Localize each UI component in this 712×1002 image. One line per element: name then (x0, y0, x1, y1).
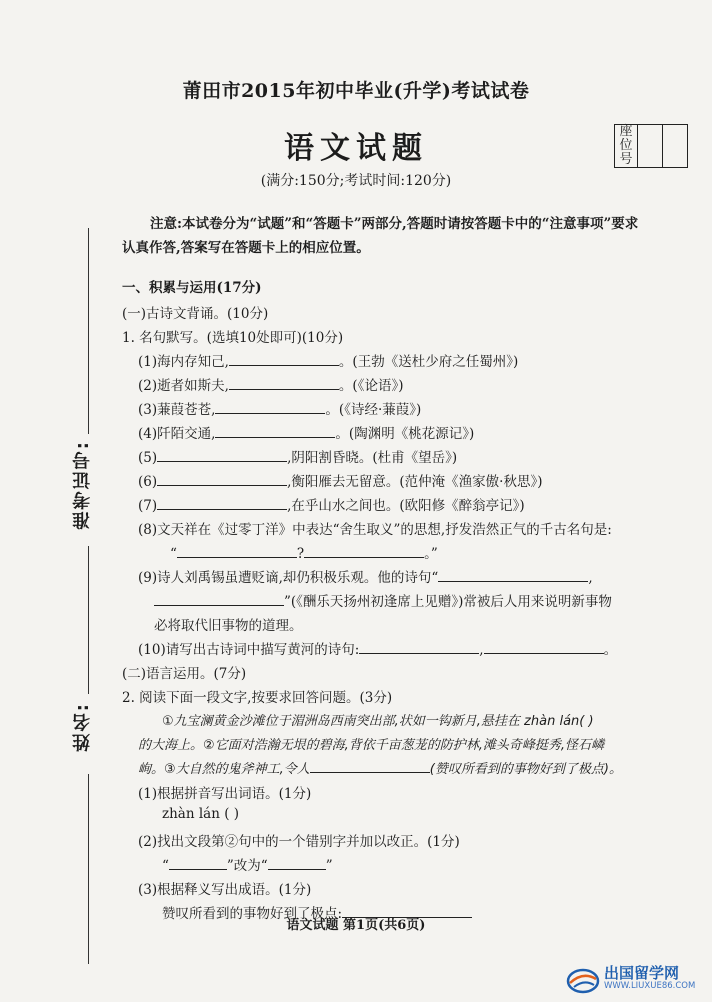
watermark-brand: 出国留学网 (604, 964, 680, 982)
seat-label: 座 位 号 (615, 125, 638, 167)
sub-question: (2)找出文段第②句中的一个错别字并加以改正。(1分) (138, 834, 460, 850)
reading-passage: 的大海上。②它面对浩瀚无垠的碧海,背依千亩葱茏的防护林,滩头奇峰挺秀,怪石嶙 (138, 738, 605, 753)
notice (122, 212, 682, 260)
sub-question: (1)根据拼音写出词语。(1分) (138, 786, 312, 802)
answer-blank[interactable] (215, 423, 335, 438)
sub-question: (3)根据释义写出成语。(1分) (138, 882, 312, 898)
recitation-item: (2)逝者如斯夫, 。(《论语》) (138, 374, 403, 394)
recitation-item-8-answer: “ ? 。” (170, 542, 438, 562)
section-heading: 一、积累与运用(17分) (122, 280, 262, 296)
answer-blank[interactable] (359, 639, 479, 654)
reading-passage: ①九宝澜黄金沙滩位于湄洲岛西南突出部,状如一钩新月,悬挂在 zhàn lán( ) (162, 714, 594, 729)
notice-line: 注意:本试卷分为“试题”和“答题卡”两部分,答题时请按答题卡中的“注意事项”要求 (150, 216, 639, 232)
binding-line (88, 774, 89, 964)
recitation-item: (1)海内存知己, 。(王勃《送杜少府之任蜀州》) (138, 350, 518, 370)
answer-blank[interactable] (157, 447, 287, 462)
recitation-item: (5) ,阴阳割昏晓。(杜甫《望岳》) (138, 446, 457, 466)
answer-blank[interactable] (229, 375, 339, 390)
seat-number-box (614, 124, 688, 168)
recitation-item-9: (9)诗人刘禹锡虽遭贬谪,却仍积极乐观。他的诗句“ , (138, 566, 593, 586)
seat-cell[interactable] (638, 125, 663, 167)
exam-id-field-line[interactable] (88, 546, 89, 694)
name-label: 姓名: (72, 702, 93, 752)
exam-title: 莆田市2015年初中毕业(升学)考试试卷 (182, 80, 530, 102)
reading-passage: 峋。③大自然的鬼斧神工,令人 (赞叹所看到的事物好到了极点)。 (138, 758, 622, 777)
answer-blank[interactable] (229, 351, 339, 366)
question-title: 1. 名句默写。(选填10处即可)(10分) (122, 330, 344, 346)
answer-blank[interactable] (157, 471, 287, 486)
answer-blank[interactable] (484, 639, 604, 654)
recitation-item-8: (8)文天祥在《过零丁洋》中表达“舍生取义”的思想,抒发浩然正气的千古名句是: (138, 522, 612, 538)
answer-blank[interactable] (169, 855, 227, 870)
recitation-item-9-line3: 必将取代旧事物的道理。 (154, 618, 303, 634)
sub-heading: (二)语言运用。(7分) (122, 666, 247, 682)
score-info: (满分:150分;考试时间:120分) (260, 173, 452, 189)
answer-blank[interactable] (304, 543, 424, 558)
answer-blank[interactable] (310, 758, 430, 773)
recitation-item: (3)蒹葭苍苍, 。(《诗经·蒹葭》) (138, 398, 421, 418)
globe-icon (566, 965, 600, 995)
answer-blank[interactable] (438, 567, 588, 582)
watermark-url: WWW.LIUXUE86.COM (604, 981, 696, 991)
sub-heading: (一)古诗文背诵。(10分) (122, 306, 269, 322)
answer-blank[interactable] (215, 399, 325, 414)
answer-blank[interactable] (154, 591, 284, 606)
seat-cell[interactable] (663, 125, 687, 167)
exam-id-label: 准考证号: (72, 440, 93, 530)
sub-question-answer[interactable]: zhàn lán ( ) (162, 806, 240, 822)
watermark-logo (566, 963, 706, 997)
answer-blank[interactable] (268, 855, 326, 870)
recitation-item-9-line2: ”(《酬乐天扬州初逢席上见赠》)常被后人用来说明新事物 (154, 590, 612, 610)
recitation-item: (4)阡陌交通, 。(陶渊明《桃花源记》) (138, 422, 474, 442)
answer-blank[interactable] (157, 495, 287, 510)
subject-title: 语文试题 (284, 131, 428, 166)
question-title: 2. 阅读下面一段文字,按要求回答问题。(3分) (122, 690, 393, 706)
binding-line (88, 228, 89, 434)
sub-question-answer: “ ”改为“ ” (162, 854, 333, 874)
recitation-item-10: (10)请写出古诗词中描写黄河的诗句: , 。 (138, 638, 617, 658)
notice-line: 认真作答,答案写在答题卡上的相应位置。 (122, 240, 370, 256)
recitation-item: (7) ,在乎山水之间也。(欧阳修《醉翁亭记》) (138, 494, 525, 514)
answer-blank[interactable] (177, 543, 297, 558)
recitation-item: (6) ,衡阳雁去无留意。(范仲淹《渔家傲·秋思》) (138, 470, 543, 490)
page-footer: 语文试题 第1页(共6页) (286, 918, 426, 933)
sub-question-answer: 赞叹所看到的事物好到了极点: (162, 902, 472, 922)
